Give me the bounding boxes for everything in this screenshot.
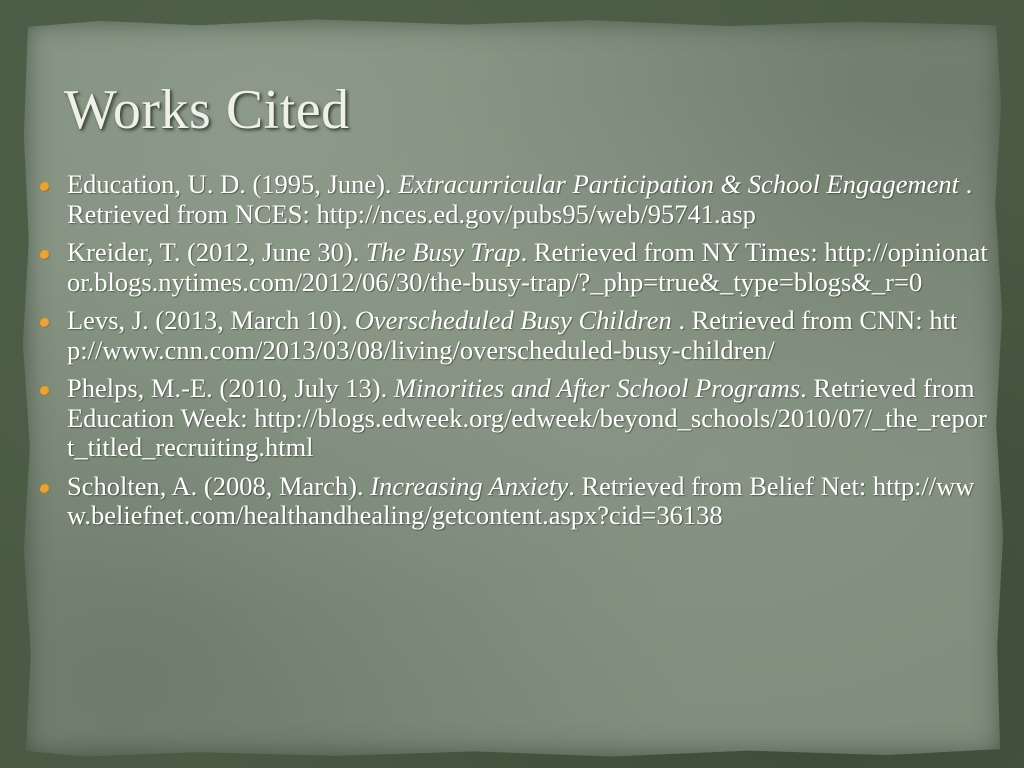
bullet-icon <box>40 182 50 192</box>
citation-title: Increasing Anxiety <box>370 470 569 501</box>
citation-item <box>40 472 990 531</box>
citation-suffix: . Retrieved from CNN: <box>671 305 923 335</box>
slide-title: Works Cited <box>64 79 350 141</box>
citation-suffix: . Retrieved from NY Times: <box>520 237 818 267</box>
citation-prefix: Education, U. D. (1995, June). <box>67 169 399 199</box>
citation-title: Minorities and After School Programs <box>393 373 801 403</box>
citation-prefix: Kreider, T. (2012, June 30). <box>67 237 366 267</box>
citation-suffix: . Retrieved from NCES: <box>67 169 973 229</box>
citation-item <box>40 374 990 463</box>
citation-url: http://opinionator.blogs.nytimes.com/2012/06/30/the-busy-trap/?_php=true&_type=blogs&_r=0 <box>67 237 988 297</box>
citation-item <box>40 306 990 365</box>
citation-title: Overscheduled Busy Children <box>354 305 672 335</box>
citation-url: http://www.cnn.com/2013/03/08/living/overscheduled-busy-children/ <box>67 305 958 365</box>
bullet-icon <box>40 484 50 494</box>
bullet-icon <box>40 386 50 396</box>
bullet-icon <box>40 250 50 260</box>
citation-url: http://www.beliefnet.com/healthandhealing/getcontent.aspx?cid=36138 <box>67 470 975 530</box>
citation-item <box>40 238 990 297</box>
citation-prefix: Levs, J. (2013, March 10). <box>67 305 355 335</box>
citation-suffix: . Retrieved from Education Week: <box>67 373 975 433</box>
citation-suffix: . Retrieved from Belief Net: <box>568 470 867 501</box>
citation-title: Extracurricular Participation & School Engagement <box>398 169 960 199</box>
citation-list <box>40 170 990 540</box>
citation-prefix: Phelps, M.-E. (2010, July 13). <box>67 373 394 403</box>
citation-url: http://blogs.edweek.org/edweek/beyond_schools/2010/07/_the_report_titled_recruiting.html <box>67 402 987 462</box>
bullet-icon <box>40 318 50 328</box>
citation-item <box>40 170 990 229</box>
citation-title: The Busy Trap <box>365 237 521 267</box>
citation-prefix: Scholten, A. (2008, March). <box>67 470 371 501</box>
citation-url: http://nces.ed.gov/pubs95/web/95741.asp <box>316 198 756 229</box>
